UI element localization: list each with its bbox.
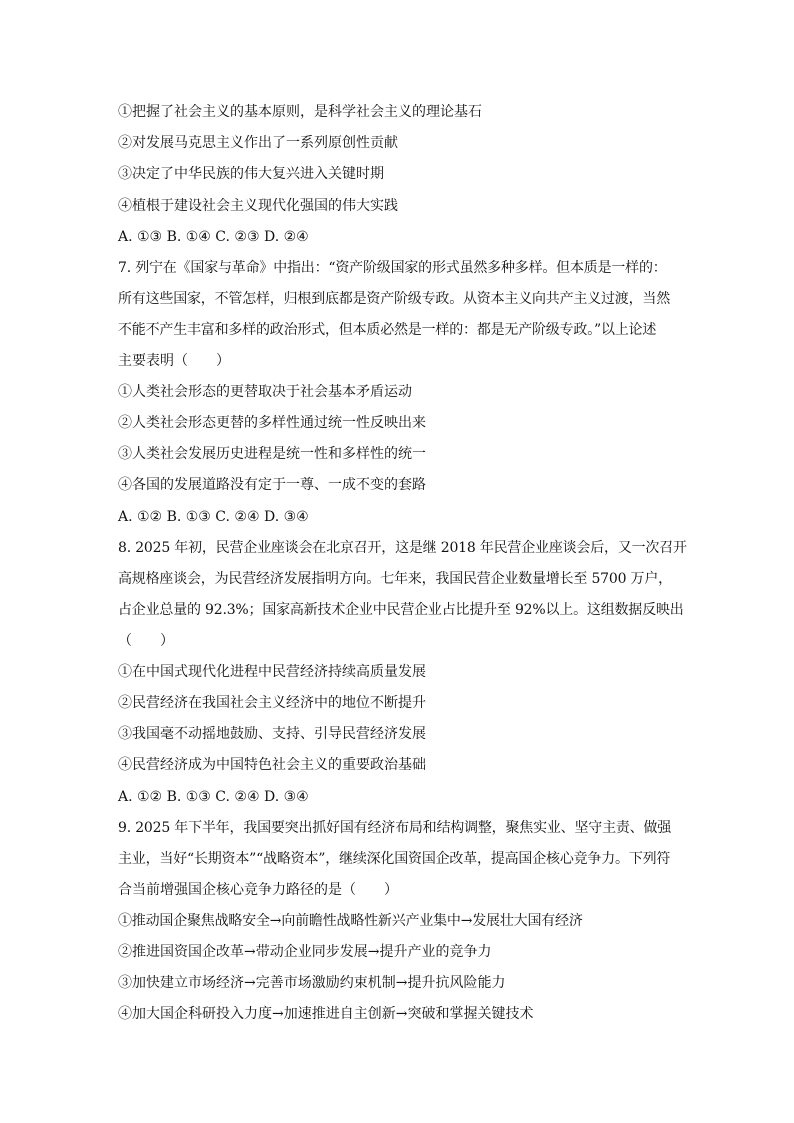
question-7-stem-line: 所有这些国家，不管怎样，归根到底都是资产阶级专政。从资本主义向共产主义过渡，当然 <box>118 291 670 307</box>
question-8-option-4: ④民营经济成为中国特色社会主义的重要政治基础 <box>118 757 426 773</box>
option-1: ①把握了社会主义的基本原则，是科学社会主义的理论基石 <box>118 104 482 120</box>
question-8-option-3: ③我国毫不动摇地鼓励、支持、引导民营经济发展 <box>118 726 426 742</box>
question-8-stem-line: 8. 2025 年初，民营企业座谈会在北京召开，这是继 2018 年民营企业座谈会后，又一次召开 <box>118 540 687 556</box>
question-7-option-3: ③人类社会发展历史进程是统一性和多样性的统一 <box>118 446 426 462</box>
question-8-option-2: ②民营经济在我国社会主义经济中的地位不断提升 <box>118 695 426 711</box>
question-9-option-4: ④加大国企科研投入力度→加速推进自主创新→突破和掌握关键技术 <box>118 1006 534 1022</box>
option-3: ③决定了中华民族的伟大复兴进入关键时期 <box>118 166 384 182</box>
question-8-option-1: ①在中国式现代化进程中民营经济持续高质量发展 <box>118 664 426 680</box>
question-9-stem-line: 合当前增强国企核心竞争力路径的是（ ） <box>118 882 398 898</box>
question-8-answer-choices: A. ①② B. ①③ C. ②④ D. ③④ <box>118 789 309 805</box>
question-9-option-2: ②推进国资国企改革→带动企业同步发展→提升产业的竞争力 <box>118 944 492 960</box>
question-9-stem-line: 9. 2025 年下半年，我国要突出抓好国有经济布局和结构调整，聚焦实业、坚守主责、做强 <box>118 820 672 836</box>
question-7-option-1: ①人类社会形态的更替取决于社会基本矛盾运动 <box>118 384 412 400</box>
question-7-stem-line: 主要表明（ ） <box>118 353 230 369</box>
question-9-option-3: ③加快建立市场经济→完善市场激励约束机制→提升抗风险能力 <box>118 975 506 991</box>
question-7-answer-choices: A. ①② B. ①③ C. ②④ D. ③④ <box>118 509 309 525</box>
question-8-stem-line: （ ） <box>118 633 174 649</box>
question-7-stem-line: 7. 列宁在《国家与革命》中指出：“资产阶级国家的形式虽然多种多样。但本质是一样的： <box>118 260 667 276</box>
option-4: ④植根于建设社会主义现代化强国的伟大实践 <box>118 198 398 214</box>
question-7-option-4: ④各国的发展道路没有定于一尊、一成不变的套路 <box>118 477 426 493</box>
question-7-stem-line: 不能不产生丰富和多样的政治形式，但本质必然是一样的：都是无产阶级专政。”以上论述 <box>118 322 657 338</box>
question-8-stem-line: 高规格座谈会，为民营经济发展指明方向。七年来，我国民营企业数量增长至 5700 万户， <box>118 571 672 587</box>
option-2: ②对发展马克思主义作出了一系列原创性贡献 <box>118 135 398 151</box>
question-9-option-1: ①推动国企聚焦战略安全→向前瞻性战略性新兴产业集中→发展壮大国有经济 <box>118 913 583 929</box>
question-7-option-2: ②人类社会形态更替的多样性通过统一性反映出来 <box>118 415 426 431</box>
question-9-stem-line: 主业，当好“长期资本”“战略资本”，继续深化国资国企改革，提高国企核心竞争力。下列符 <box>118 851 671 867</box>
question-8-stem-line: 占企业总量的 92.3%；国家高新技术企业中民营企业占比提升至 92%以上。这组数据反映出 <box>118 602 684 618</box>
answer-choices: A. ①③ B. ①④ C. ②③ D. ②④ <box>118 229 309 245</box>
